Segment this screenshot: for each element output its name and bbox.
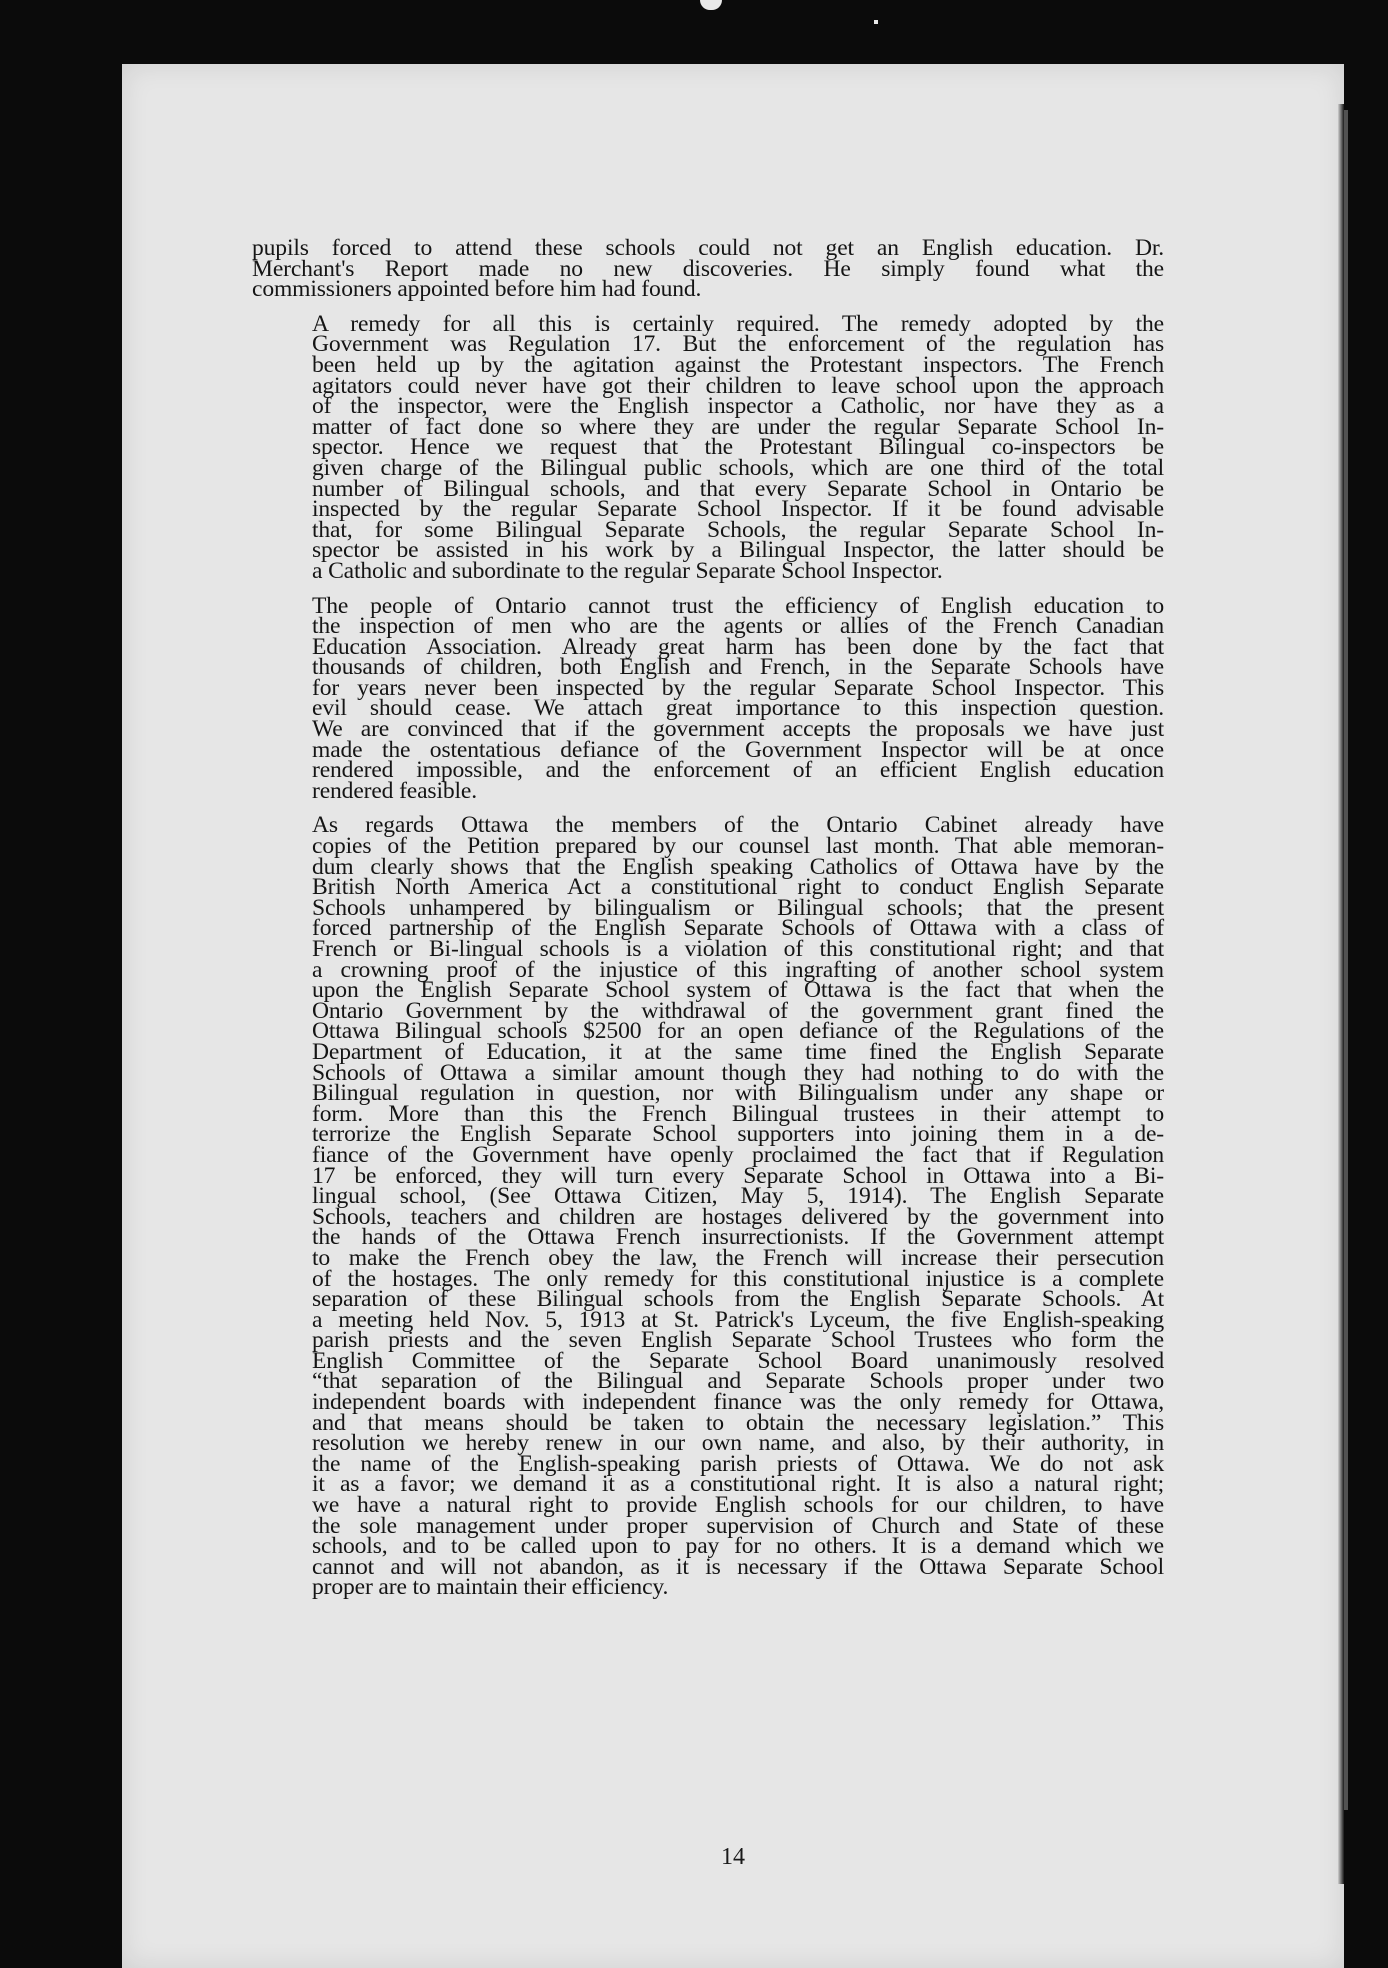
text-line: The people of Ontario cannot trust the efficiency of English education to [312, 592, 1164, 619]
text-line: commissioners appointed before him had found. [252, 276, 702, 303]
scan-artifact [874, 20, 878, 24]
text-line: “that separation of the Bilingual and Separate Schools proper under two [312, 1368, 1164, 1395]
text-line: a crowning proof of the injustice of this ingrafting of another school system [312, 956, 1164, 983]
text-line: fiance of the Government have openly proclaimed the fact that if Regulation [312, 1141, 1164, 1168]
text-line: French or Bi-lingual schools is a violation of this constitutional right; and that [312, 936, 1164, 962]
text-line: Ontario Government by the withdrawal of the government grant fined the [312, 997, 1164, 1024]
text-line: Ottawa Bilingual schools $2500 for an open defiance of the Regulations of the [312, 1018, 1164, 1045]
text-line: Department of Education, it at the same time fined the English Separate [312, 1038, 1164, 1065]
text-line: of the inspector, were the English inspector a Catholic, nor have they as a [312, 393, 1164, 420]
paragraph [252, 592, 1164, 804]
text-line: Schools of Ottawa a similar amount though they had nothing to do with the [312, 1059, 1164, 1086]
text-line: thousands of children, both English and French, in the Separate Schools have [312, 654, 1164, 681]
text-line: inspected by the regular Separate School Inspector. If it be found advisable [312, 496, 1164, 523]
text-line: it as a favor; we demand it as a constitutional right. It is also a natural right; [312, 1471, 1164, 1498]
text-line: Education Association. Already great harm has been done by the fact that [312, 633, 1164, 660]
text-line: we have a natural right to provide English schools for our children, to have [312, 1492, 1164, 1519]
text-line: made the ostentatious defiance of the Government Inspector will be at once [312, 736, 1164, 763]
text-line: copies of the Petition prepared by our counsel last month. That able memoran- [312, 833, 1164, 860]
document-page [122, 64, 1344, 1968]
text-line: 17 be enforced, they will turn every Separate School in Ottawa into a Bi- [312, 1162, 1164, 1189]
body-text [252, 235, 1164, 1612]
text-line: British North America Act a constitutional right to conduct English Separate [312, 874, 1164, 901]
text-line: independent boards with independent finance was the only remedy for Ottawa, [312, 1389, 1164, 1416]
text-line: given charge of the Bilingual public schools, which are one third of the total [312, 454, 1164, 481]
text-line: rendered feasible. [312, 777, 477, 804]
text-line: dum clearly shows that the English speaking Catholics of Ottawa have by the [312, 853, 1164, 880]
text-line: forced partnership of the English Separate Schools of Ottawa with a class of [312, 915, 1164, 942]
text-line: a Catholic and subordinate to the regular Separate School Inspector. [312, 557, 943, 584]
text-line: that, for some Bilingual Separate Schools, the regular Separate School In- [312, 516, 1164, 543]
text-line: agitators could never have got their children to leave school upon the approach [312, 372, 1164, 399]
paragraph [252, 235, 1164, 303]
text-line: upon the English Separate School system of Ottawa is the fact that when the [312, 977, 1164, 1004]
text-line: cannot and will not abandon, as it is necessary if the Ottawa Separate School [312, 1553, 1164, 1580]
text-line: and that means should be taken to obtain the necessary legislation.” This [312, 1409, 1164, 1436]
text-line: number of Bilingual schools, and that every Separate School in Ontario be [312, 475, 1164, 502]
text-line: to make the French obey the law, the French will increase their persecution [312, 1244, 1164, 1271]
paragraph [252, 812, 1164, 1601]
text-line: form. More than this the French Bilingual trustees in their attempt to [312, 1100, 1164, 1127]
text-line: the name of the English-speaking parish priests of Ottawa. We do not ask [312, 1450, 1164, 1477]
text-line: A remedy for all this is certainly required. The remedy adopted by the [312, 310, 1164, 337]
text-line: English Committee of the Separate School Board unanimously resolved [312, 1347, 1164, 1374]
scan-artifact [700, 0, 722, 10]
text-line: Schools unhampered by bilingualism or Bilingual schools; that the present [312, 894, 1164, 921]
binding-mark [1344, 110, 1348, 1810]
text-line: of the hostages. The only remedy for this constitutional injustice is a complete [312, 1265, 1164, 1292]
text-line: Bilingual regulation in question, nor with Bilingualism under any shape or [312, 1080, 1164, 1107]
text-line: spector. Hence we request that the Protestant Bilingual co-inspectors be [312, 434, 1164, 461]
text-line: a meeting held Nov. 5, 1913 at St. Patrick's Lyceum, the five English-speaking [312, 1306, 1164, 1333]
text-line: matter of fact done so where they are under the regular Separate School In- [312, 413, 1164, 440]
text-line: Schools, teachers and children are hostages delivered by the government into [312, 1203, 1164, 1230]
text-line: lingual school, (See Ottawa Citizen, May 5, 1914). The English Separate [312, 1183, 1164, 1210]
page-number: 14 [721, 1844, 745, 1870]
text-line: spector be assisted in his work by a Bilingual Inspector, the latter should be [312, 537, 1164, 564]
text-line: pupils forced to attend these schools could not get an English education. Dr. [252, 235, 1164, 261]
text-line: resolution we hereby renew in our own name, and also, by their authority, in [312, 1430, 1164, 1457]
paragraph [252, 310, 1164, 584]
text-line: rendered impossible, and the enforcement of an efficient English education [312, 757, 1164, 784]
text-line: proper are to maintain their efficiency. [312, 1574, 669, 1601]
text-line: the inspection of men who are the agents or allies of the French Canadian [312, 613, 1164, 640]
text-line: for years never been inspected by the regular Separate School Inspector. This [312, 674, 1164, 701]
text-line: separation of these Bilingual schools from the English Separate Schools. At [312, 1286, 1164, 1313]
text-line: schools, and to be called upon to pay for no others. It is a demand which we [312, 1533, 1164, 1560]
text-line: the hands of the Ottawa French insurrectionists. If the Government attempt [312, 1224, 1164, 1251]
text-line: parish priests and the seven English Separate School Trustees who form the [312, 1327, 1164, 1354]
text-line: Government was Regulation 17. But the enforcement of the regulation has [312, 331, 1164, 358]
text-line: terrorize the English Separate School supporters into joining them in a de- [312, 1121, 1164, 1148]
text-line: We are convinced that if the government accepts the proposals we have just [312, 716, 1164, 743]
text-line: been held up by the agitation against the Protestant inspectors. The French [312, 351, 1164, 378]
text-line: As regards Ottawa the members of the Ontario Cabinet already have [312, 812, 1164, 839]
text-line: Merchant's Report made no new discoveries. He simply found what the [252, 255, 1164, 282]
text-line: evil should cease. We attach great importance to this inspection question. [312, 695, 1164, 722]
text-line: the sole management under proper supervision of Church and State of these [312, 1512, 1164, 1539]
